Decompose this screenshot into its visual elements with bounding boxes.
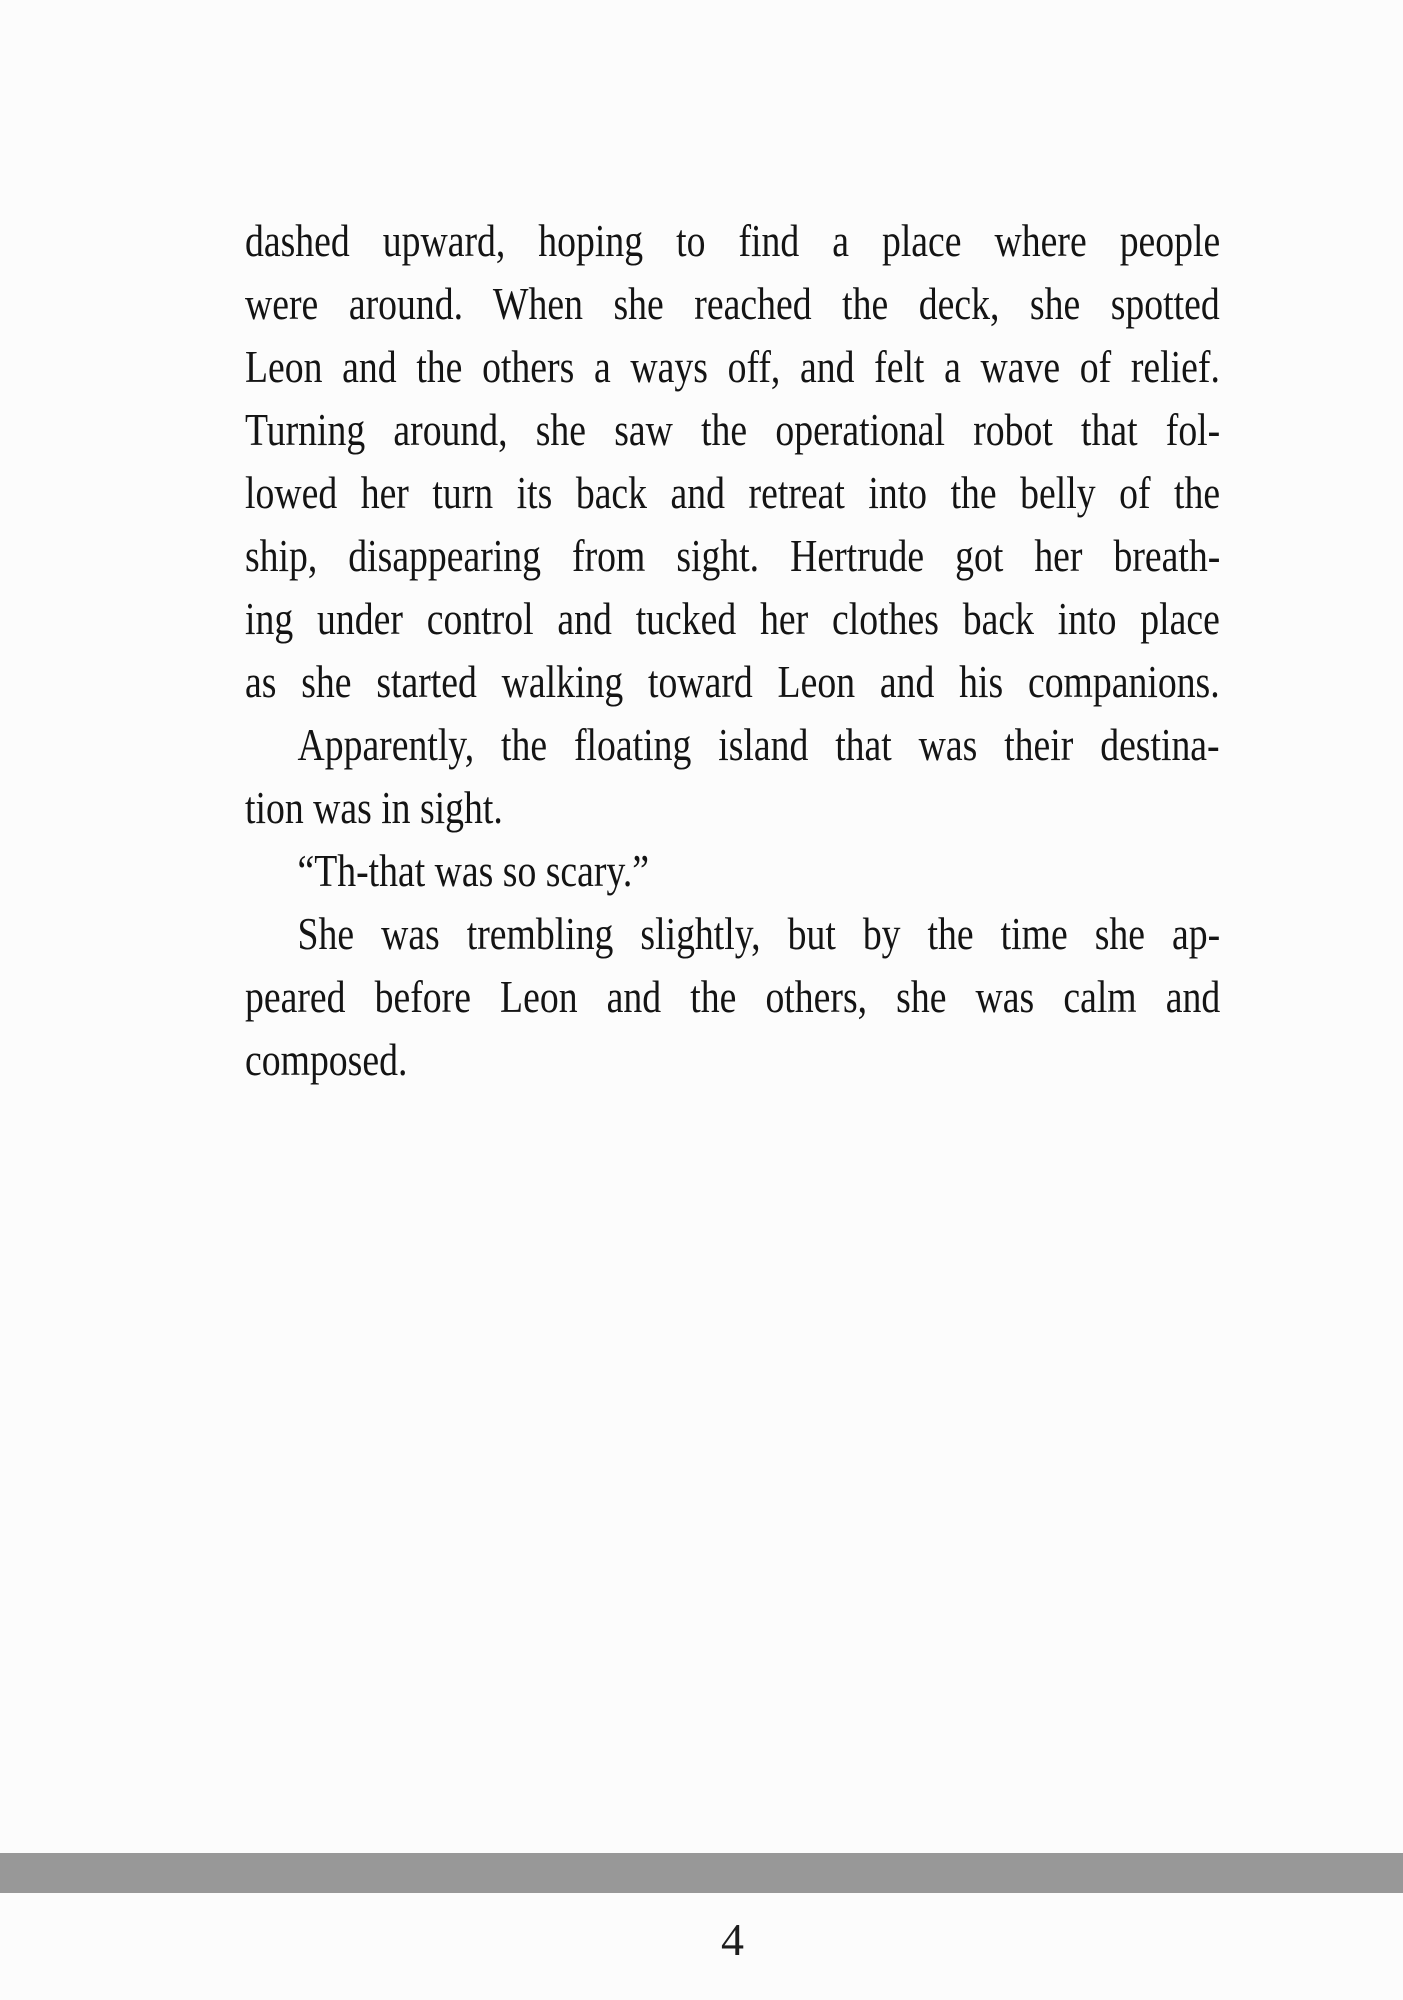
text-line-content: lowed her turn its back and retreat into the belly of the <box>245 467 1221 518</box>
text-line-content: ing under control and tucked her clothes back into place <box>245 593 1220 644</box>
text-line <box>245 524 1220 587</box>
footer-bar <box>0 1853 1403 1893</box>
text-line-content: “Th-that was so scary.” <box>297 845 650 896</box>
text-line-content: as she started walking toward Leon and his companions. <box>245 656 1220 707</box>
text-line <box>245 839 1220 902</box>
text-line <box>245 209 1220 272</box>
text-line-content: ship, disappearing from sight. Hertrude got her breath- <box>245 530 1221 581</box>
page-text <box>245 209 1220 1091</box>
text-line-content: Turning around, she saw the operational robot that fol- <box>245 404 1221 455</box>
text-line-content: composed. <box>245 1034 408 1085</box>
text-line <box>245 965 1220 1028</box>
text-line <box>245 398 1220 461</box>
text-line <box>245 587 1220 650</box>
text-line-content: She was trembling slightly, but by the time she ap- <box>297 908 1221 959</box>
text-line-content: were around. When she reached the deck, she spotted <box>245 278 1220 329</box>
text-line-content: Apparently, the floating island that was their destina- <box>297 719 1220 770</box>
text-line-content: peared before Leon and the others, she was calm and <box>245 971 1221 1022</box>
text-line <box>245 335 1220 398</box>
text-line-content: dashed upward, hoping to find a place where people <box>245 215 1221 266</box>
text-line <box>245 713 1220 776</box>
page-number: 4 <box>721 1914 744 1965</box>
text-line <box>245 272 1220 335</box>
text-line-content: tion was in sight. <box>245 782 503 833</box>
text-line <box>245 902 1220 965</box>
text-line <box>245 461 1220 524</box>
text-line <box>245 776 1220 839</box>
text-line <box>245 1028 1220 1091</box>
text-line <box>245 650 1220 713</box>
text-line-content: Leon and the others a ways off, and felt a wave of relief. <box>245 341 1220 392</box>
